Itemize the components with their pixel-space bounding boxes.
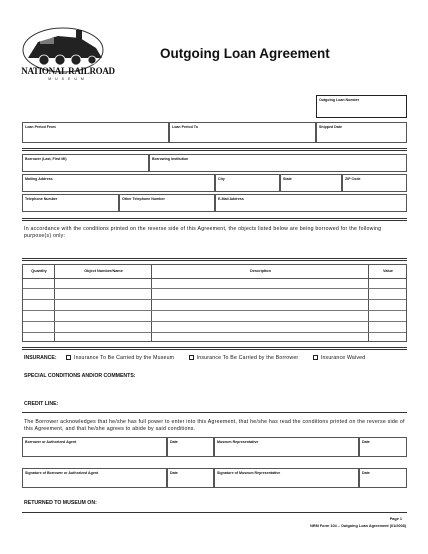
email-label: E-Mail Address bbox=[218, 197, 244, 201]
date-field[interactable] bbox=[167, 437, 214, 457]
logo-subtitle: MUSEUM bbox=[48, 77, 88, 81]
city-label: City bbox=[218, 177, 225, 181]
logo-name: NATIONAL RAILROAD bbox=[21, 66, 115, 76]
telephone-label: Telephone Number bbox=[25, 197, 58, 201]
insurance-waived-checkbox[interactable] bbox=[313, 355, 318, 360]
zip-field[interactable] bbox=[342, 174, 407, 192]
col-value: Value bbox=[383, 269, 393, 273]
table-row[interactable] bbox=[23, 311, 406, 322]
col-object: Object Number/Name bbox=[84, 269, 123, 273]
loan-number-field[interactable] bbox=[316, 95, 407, 118]
section-divider bbox=[22, 412, 407, 413]
returned-label: RETURNED TO MUSEUM ON: bbox=[24, 500, 97, 506]
table-row[interactable] bbox=[23, 333, 406, 342]
date-label: Date bbox=[362, 440, 370, 444]
borrower-agent-field[interactable] bbox=[22, 437, 167, 457]
date-field[interactable] bbox=[359, 437, 407, 457]
date-field[interactable] bbox=[359, 468, 407, 488]
zip-label: ZIP Code bbox=[345, 177, 361, 181]
col-description: Description bbox=[250, 269, 271, 273]
table-header-row bbox=[23, 265, 406, 279]
borrower-field[interactable] bbox=[22, 154, 149, 172]
credit-line-label: CREDIT LINE: bbox=[24, 401, 59, 407]
borrower-signature-field[interactable] bbox=[22, 468, 167, 488]
loan-period-to-label: Loan Period To bbox=[172, 125, 198, 129]
borrower-label: Borrower (Last, First MI) bbox=[25, 157, 67, 161]
other-telephone-field[interactable] bbox=[119, 194, 215, 212]
borrowing-institution-label: Borrowing Institution bbox=[152, 157, 189, 161]
objects-table bbox=[22, 264, 407, 342]
shipped-date-label: Shipped Date bbox=[319, 125, 342, 129]
table-row[interactable] bbox=[23, 322, 406, 333]
borrower-agent-label: Borrower or Authorized Agent bbox=[25, 440, 77, 444]
date-label: Date bbox=[362, 471, 370, 475]
shipped-date-field[interactable] bbox=[316, 122, 407, 143]
insurance-label: INSURANCE: bbox=[24, 355, 57, 361]
state-label: State bbox=[283, 177, 292, 181]
museum-signature-label: Signature of Museum Representative bbox=[217, 471, 281, 475]
special-conditions-label: SPECIAL CONDITIONS AND/OR COMMENTS: bbox=[24, 373, 136, 379]
museum-representative-label: Museum Representative bbox=[217, 440, 259, 444]
special-conditions-input[interactable] bbox=[22, 381, 407, 395]
table-row[interactable] bbox=[23, 300, 406, 311]
col-quantity: Quantity bbox=[31, 269, 47, 273]
date-field[interactable] bbox=[167, 468, 214, 488]
page-number: Page 1 bbox=[389, 517, 402, 521]
section-divider bbox=[22, 148, 407, 151]
insurance-museum-checkbox[interactable] bbox=[66, 355, 71, 360]
city-field[interactable] bbox=[215, 174, 280, 192]
section-divider bbox=[22, 512, 407, 513]
form-id: NRM Form 104 – Outgoing Loan Agreement (01/2008) bbox=[310, 524, 406, 528]
state-field[interactable] bbox=[280, 174, 342, 192]
email-field[interactable] bbox=[215, 194, 407, 212]
insurance-row bbox=[24, 355, 365, 361]
loan-period-from-label: Loan Period From bbox=[25, 125, 56, 129]
section-divider bbox=[22, 347, 407, 350]
museum-signature-field[interactable] bbox=[214, 468, 359, 488]
loan-period-to-field[interactable] bbox=[169, 122, 316, 143]
telephone-field[interactable] bbox=[22, 194, 119, 212]
borrowing-institution-field[interactable] bbox=[149, 154, 407, 172]
section-divider bbox=[22, 218, 407, 221]
table-row[interactable] bbox=[23, 278, 406, 289]
section-divider bbox=[22, 258, 407, 261]
date-label: Date bbox=[170, 471, 178, 475]
mailing-address-label: Mailing Address bbox=[25, 177, 53, 181]
page-title: Outgoing Loan Agreement bbox=[160, 46, 330, 61]
other-telephone-label: Other Telephone Number bbox=[122, 197, 165, 201]
loan-number-label: Outgoing Loan Number bbox=[319, 98, 360, 102]
table-row[interactable] bbox=[23, 289, 406, 300]
intro-text: In accordance with the conditions printed on the reverse side of this Agreement, the objects listed below are being borrowed for the following purpose(s) only: bbox=[24, 226, 382, 239]
insurance-borrower-checkbox[interactable] bbox=[189, 355, 194, 360]
borrower-signature-label: Signature of Borrower or Authorized Agent bbox=[25, 471, 99, 475]
mailing-address-field[interactable] bbox=[22, 174, 215, 192]
acknowledge-text: The Borrower acknowledges that he/she has full power to enter into this Agreement, that he/she has read the conditions printed on the reverse side of this Agreement, and that he/she agrees to abide by said conditions. bbox=[24, 419, 405, 432]
insurance-borrower-label: Insurance To Be Carried by the Borrower bbox=[196, 355, 299, 361]
insurance-waived-label: Insurance Waived bbox=[320, 355, 366, 361]
loan-period-from-field[interactable] bbox=[22, 122, 169, 143]
museum-logo bbox=[18, 22, 118, 84]
date-label: Date bbox=[170, 440, 178, 444]
museum-representative-field[interactable] bbox=[214, 437, 359, 457]
insurance-museum-label: Insurance To Be Carried by the Museum bbox=[74, 355, 175, 361]
